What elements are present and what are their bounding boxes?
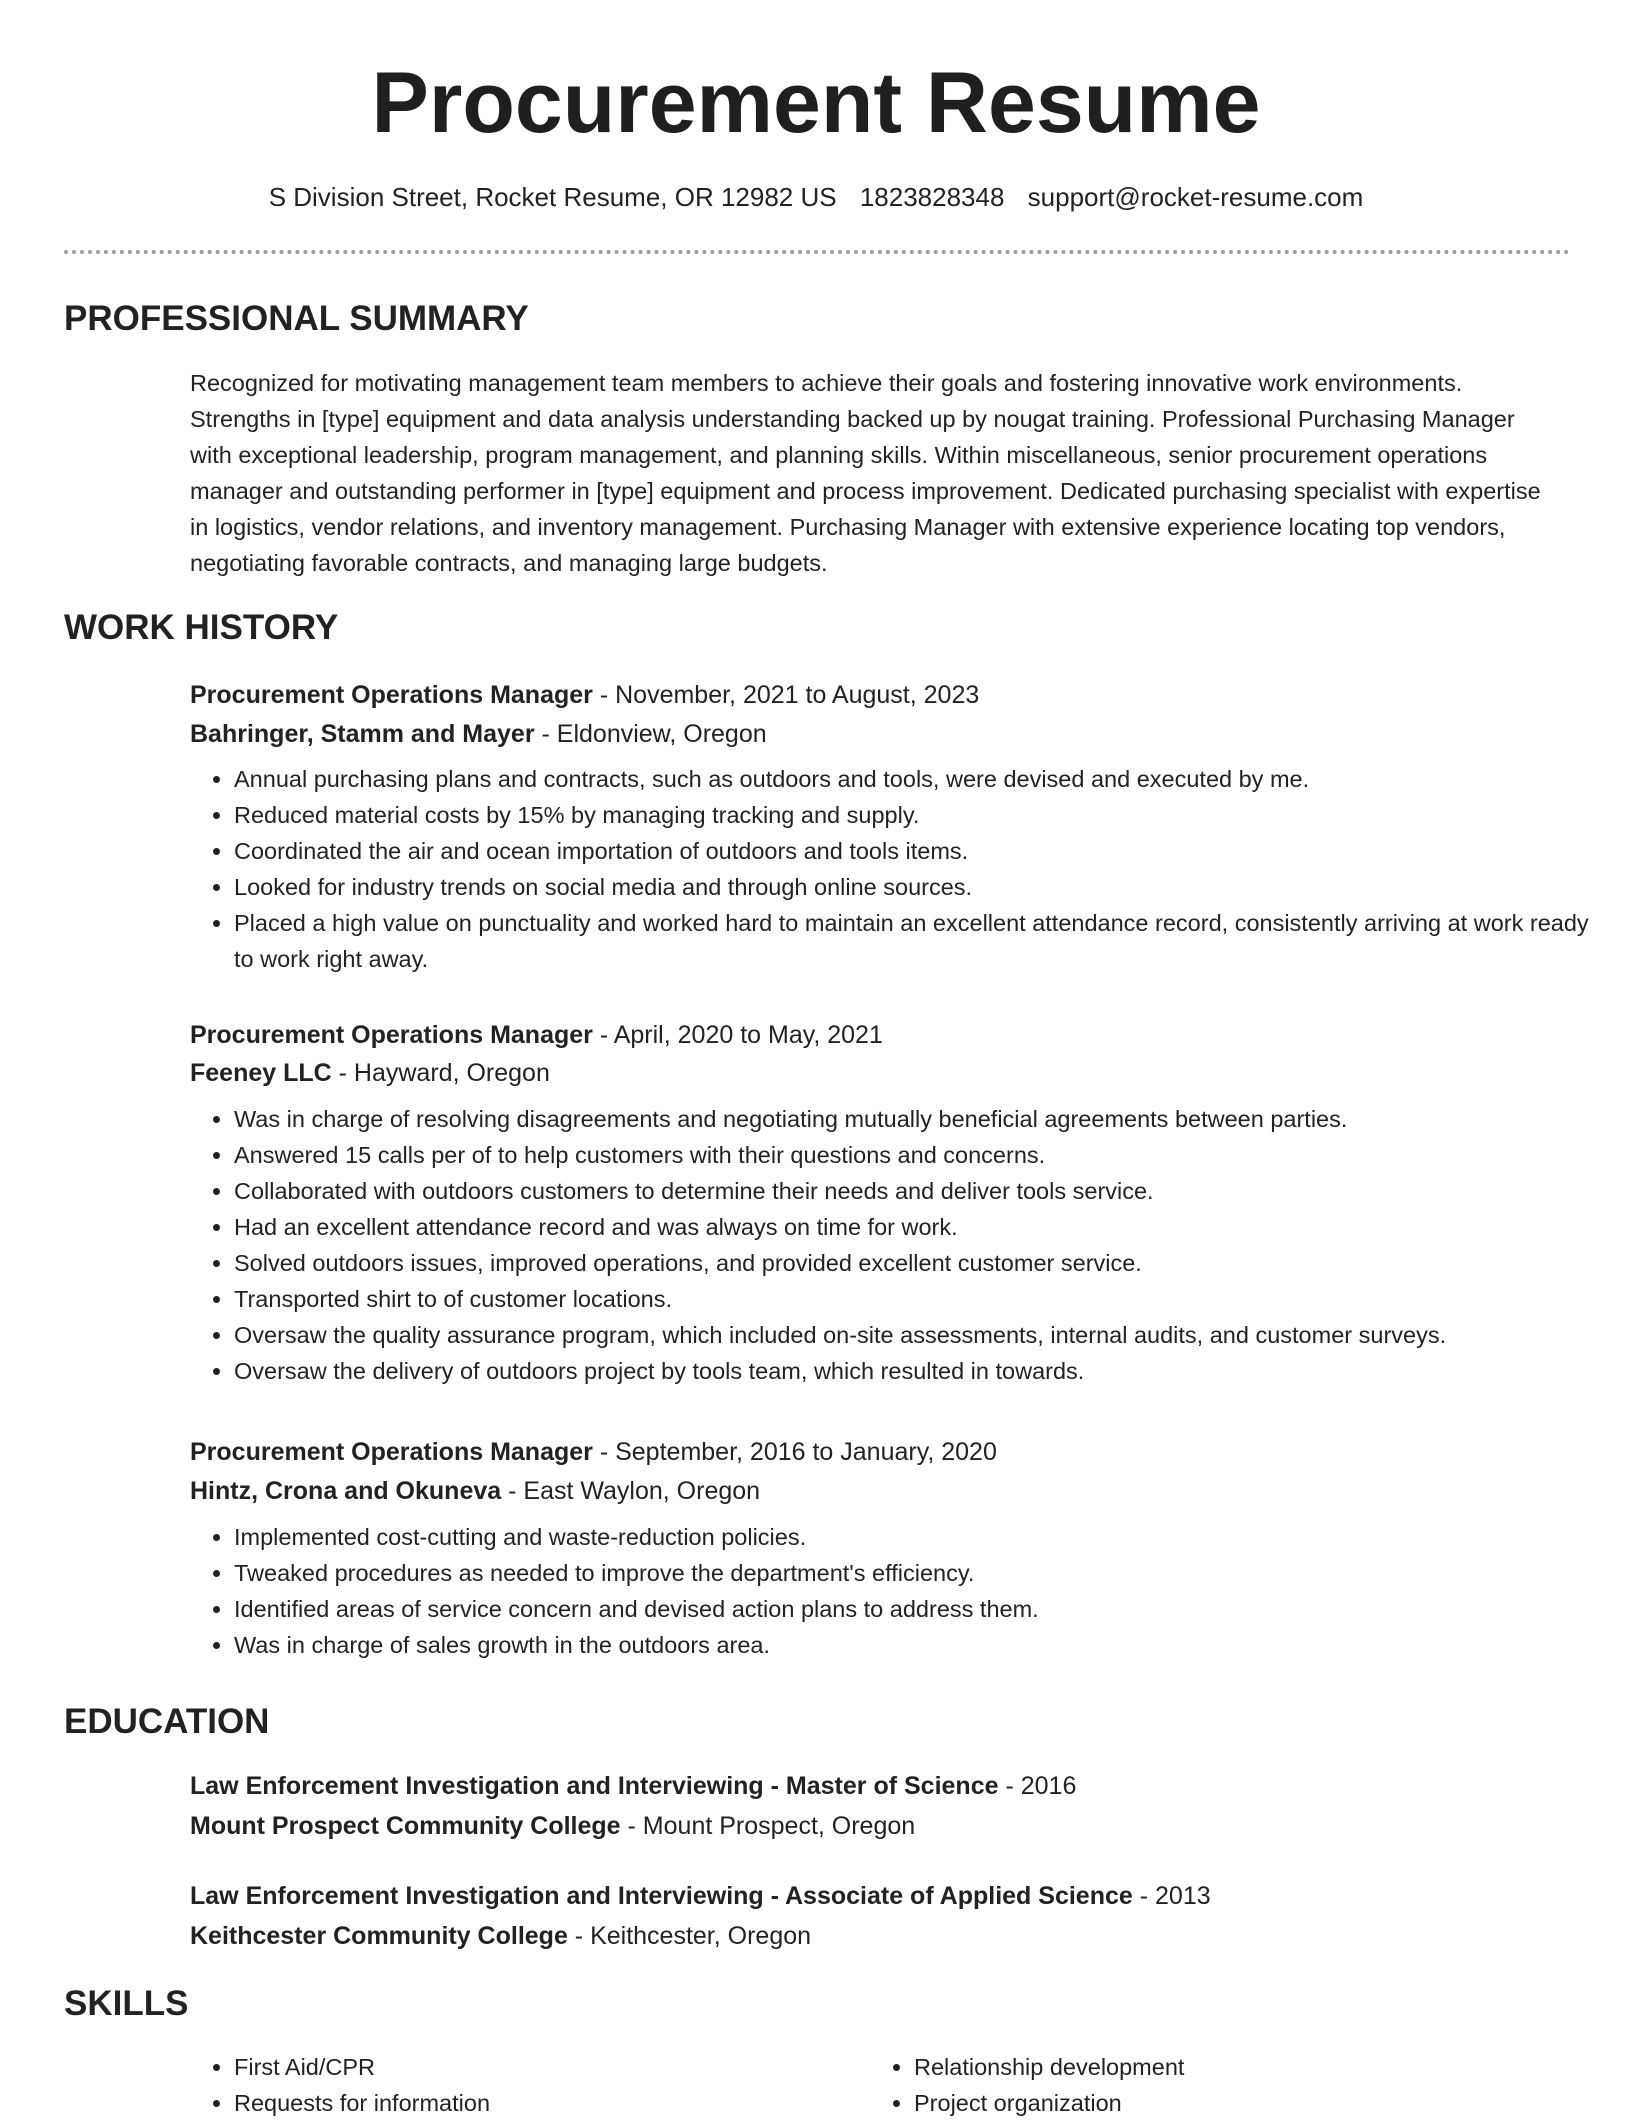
list-item: • Coordinated the air and ocean importation of outdoors and tools items. <box>234 833 1614 869</box>
education-school: Mount Prospect Community College <box>190 1812 621 1840</box>
skills-list-left <box>190 2049 834 2121</box>
job-company: Bahringer, Stamm and Mayer <box>190 720 535 748</box>
job-location: - Eldonview, Oregon <box>534 720 767 748</box>
job-title-line <box>190 677 979 713</box>
job-location: - East Waylon, Oregon <box>501 1477 761 1505</box>
header-divider <box>64 250 1570 254</box>
summary-heading: PROFESSIONAL SUMMARY <box>64 299 529 338</box>
resume-title: Procurement Resume <box>371 55 1261 151</box>
list-item: • Oversaw the quality assurance program, which included on-site assessments, internal audits, and customer surveys. <box>234 1317 1614 1353</box>
education-degree: Law Enforcement Investigation and Interviewing - Associate of Applied Science <box>190 1882 1133 1910</box>
list-item: • Collaborated with outdoors customers to determine their needs and deliver tools service. <box>234 1173 1614 1209</box>
work-history-heading: WORK HISTORY <box>64 608 339 647</box>
education-heading: EDUCATION <box>64 1702 270 1741</box>
job-title-line <box>190 1017 883 1053</box>
job-title: Procurement Operations Manager <box>190 681 593 709</box>
job-company-line <box>190 1473 760 1509</box>
skill-item: • Project organization <box>914 2085 1514 2121</box>
list-item: • Annual purchasing plans and contracts, such as outdoors and tools, were devised and executed by me. <box>234 761 1614 797</box>
list-item: • Solved outdoors issues, improved operations, and provided excellent customer service. <box>234 1245 1614 1281</box>
job-title: Procurement Operations Manager <box>190 1021 593 1049</box>
list-item: • Had an excellent attendance record and was always on time for work. <box>234 1209 1614 1245</box>
job-bullets <box>190 1101 1614 1389</box>
education-degree-line <box>190 1878 1211 1914</box>
skills-list-right <box>870 2049 1514 2121</box>
education-degree: Law Enforcement Investigation and Interviewing - Master of Science <box>190 1772 999 1800</box>
skill-item: • First Aid/CPR <box>234 2049 834 2085</box>
summary-text: Recognized for motivating management team members to achieve their goals and fostering innovative work environments. Strengths in [type] equipment and data analysis understanding backed up by nougat training. Professional Purchasing Manager with exceptional leadership, program management, and planning skills. Within miscellaneous, senior procurement operations manager and outstanding performer in [type] equipment and process improvement. Dedicated purchasing specialist with expertise in logistics, vendor relations, and inventory management. Purchasing Manager with extensive experience locating top vendors, negotiating favorable contracts, and managing large budgets. <box>190 370 1541 576</box>
job-bullets <box>190 1519 1614 1663</box>
list-item: • Reduced material costs by 15% by managing tracking and supply. <box>234 797 1614 833</box>
job-company: Hintz, Crona and Okuneva <box>190 1477 502 1505</box>
job-title-line <box>190 1434 997 1470</box>
list-item: • Tweaked procedures as needed to improve the department's efficiency. <box>234 1555 1614 1591</box>
job-title: Procurement Operations Manager <box>190 1438 593 1466</box>
contact-email: support@rocket-resume.com <box>1027 182 1364 212</box>
list-item: • Identified areas of service concern and devised action plans to address them. <box>234 1591 1614 1627</box>
job-company: Feeney LLC <box>190 1059 332 1087</box>
job-location: - Hayward, Oregon <box>331 1059 550 1087</box>
education-school-line <box>190 1808 915 1844</box>
contact-line <box>0 182 1632 213</box>
job-dates: - April, 2020 to May, 2021 <box>592 1021 883 1049</box>
education-school-line <box>190 1918 811 1954</box>
contact-address: S Division Street, Rocket Resume, OR 12982 US <box>268 182 837 212</box>
job-company-line <box>190 1055 550 1091</box>
list-item: • Implemented cost-cutting and waste-reduction policies. <box>234 1519 1614 1555</box>
education-degree-line <box>190 1768 1076 1804</box>
education-year: - 2013 <box>1132 1882 1211 1910</box>
job-dates: - November, 2021 to August, 2023 <box>592 681 980 709</box>
list-item: • Placed a high value on punctuality and worked hard to maintain an excellent attendance record, consistently arriving at work ready to work right away. <box>234 905 1614 977</box>
list-item: • Was in charge of resolving disagreements and negotiating mutually beneficial agreements between parties. <box>234 1101 1614 1137</box>
job-company-line <box>190 716 767 752</box>
list-item: • Was in charge of sales growth in the outdoors area. <box>234 1627 1614 1663</box>
job-dates: - September, 2016 to January, 2020 <box>592 1438 997 1466</box>
skill-item: • Requests for information <box>234 2085 834 2121</box>
education-school: Keithcester Community College <box>190 1922 568 1950</box>
list-item: • Answered 15 calls per of to help customers with their questions and concerns. <box>234 1137 1614 1173</box>
job-bullets <box>190 761 1614 977</box>
contact-phone: 1823828348 <box>859 182 1005 212</box>
skills-heading: SKILLS <box>64 1984 189 2023</box>
skill-item: • Relationship development <box>914 2049 1514 2085</box>
list-item: • Oversaw the delivery of outdoors project by tools team, which resulted in towards. <box>234 1353 1614 1389</box>
list-item: • Transported shirt to of customer locations. <box>234 1281 1614 1317</box>
education-location: - Keithcester, Oregon <box>567 1922 812 1950</box>
education-location: - Mount Prospect, Oregon <box>620 1812 916 1840</box>
education-year: - 2016 <box>998 1772 1077 1800</box>
list-item: • Looked for industry trends on social media and through online sources. <box>234 869 1614 905</box>
